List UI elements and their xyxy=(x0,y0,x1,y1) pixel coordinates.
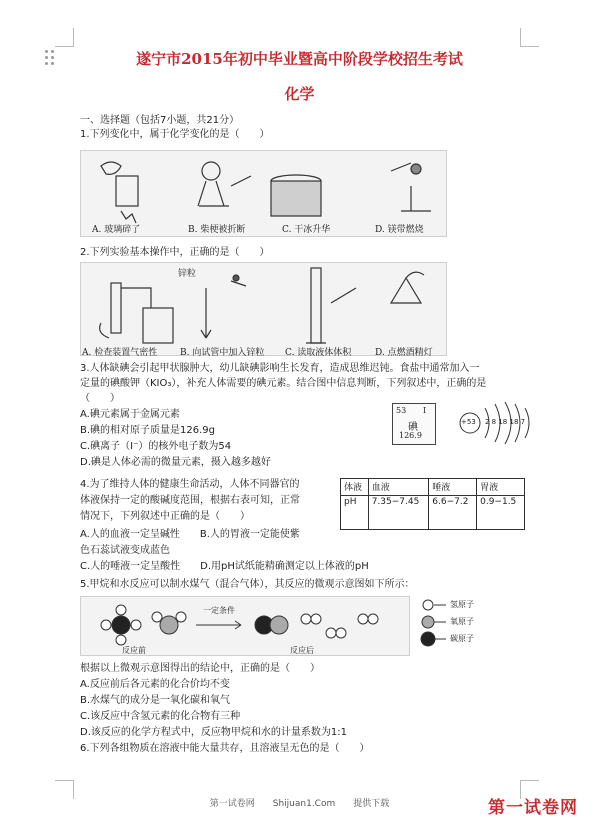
ph-cell-saliva: 6.6−7.2 xyxy=(429,496,477,530)
q3-line-2: 定量的碘酸钾（KIO₃），补充人体需要的碘元素。结合图中信息判断，下列叙述中，正确的是 xyxy=(80,378,487,389)
q2-zinc-label: 锌粒 xyxy=(178,269,197,279)
q2-option-c: C. 读取液体体积 xyxy=(285,348,352,358)
q4-line-2: 体液保持一定的酸碱度范围，根据右表可知，正常 xyxy=(80,495,300,506)
q5-option-a: A.反应前后各元素的化合价均不变 xyxy=(80,679,230,690)
q3-line-3: （ ） xyxy=(80,393,120,404)
crop-mark-top-left xyxy=(55,28,74,47)
q2-figure xyxy=(80,262,447,356)
reaction-after-label: 反应后 xyxy=(290,646,314,655)
q4-option-cd: C.人的唾液一定呈酸性 D.用pH试纸能精确测定以上体液的pH xyxy=(80,561,369,572)
q4-option-ab: A.人的血液一定呈碱性 B.人的胃液一定能使紫 xyxy=(80,529,300,540)
q5-question: 根据以上微观示意图得出的结论中，正确的是（ ） xyxy=(80,663,320,674)
atomic-number: 53 xyxy=(396,406,407,415)
ph-row-label: pH xyxy=(341,496,369,530)
q6-stem: 6.下列各组物质在溶液中能大量共存，且溶液呈无色的是（ ） xyxy=(80,743,370,754)
atomic-mass: 126.9 xyxy=(399,431,422,440)
q4-line-1: 4.为了维持人体的健康生命活动，人体不同器官的 xyxy=(80,479,300,490)
ph-header-cell: 体液 xyxy=(341,479,369,496)
ph-table-header xyxy=(341,479,525,496)
ph-cell-blood: 7.35−7.45 xyxy=(368,496,429,530)
ph-table-row xyxy=(341,496,525,530)
crop-mark-top-right xyxy=(520,28,539,47)
q5-option-c: C.该反应中含氢元素的化合物有三种 xyxy=(80,711,241,722)
q2-option-b: B. 向试管中加入锌粒 xyxy=(180,348,265,358)
q3-option-d: D.碘是人体必需的微量元素，摄入越多越好 xyxy=(80,457,271,468)
q5-option-b: B.水煤气的成分是一氧化碳和氧气 xyxy=(80,695,231,706)
q3-option-a: A.碘元素属于金属元素 xyxy=(80,409,180,420)
ph-header-cell: 胃液 xyxy=(477,479,525,496)
q2-stem: 2.下列实验基本操作中，正确的是（ ） xyxy=(80,247,270,258)
footer-logo: 第一试卷网 xyxy=(488,798,578,818)
q4-option-b-cont: 色石蕊试液变成蓝色 xyxy=(80,545,170,556)
element-tile xyxy=(392,403,436,445)
ph-cell-gastric: 0.9−1.5 xyxy=(477,496,525,530)
section-heading: 一、选择题（包括7小题，共21分） xyxy=(80,115,240,126)
q1-option-d: D. 镁带燃烧 xyxy=(375,225,424,235)
reaction-before-label: 反应前 xyxy=(122,646,146,655)
atom-legend-symbols xyxy=(420,597,450,647)
q1-stem: 1.下列变化中，属于化学变化的是（ ） xyxy=(80,129,270,140)
ph-table xyxy=(340,478,525,530)
subject-title: 化学 xyxy=(284,85,315,103)
atom-nucleus-charge: +53 xyxy=(461,418,476,426)
q5-option-d: D.该反应的化学方程式中，反应物甲烷和水的计量系数为1:1 xyxy=(80,727,347,738)
q1-option-c: C. 干冰升华 xyxy=(282,225,331,235)
ph-header-cell: 唾液 xyxy=(429,479,477,496)
q1-option-b: B. 柴梗被折断 xyxy=(188,225,246,235)
q2-option-a: A. 检查装置气密性 xyxy=(82,348,158,358)
element-name: 碘 xyxy=(408,422,418,433)
q4-line-3: 情况下，下列叙述中正确的是（ ） xyxy=(80,511,250,522)
legend-hydrogen: 氢原子 xyxy=(450,600,474,609)
q3-option-c: C.碘离子（I⁻）的核外电子数为54 xyxy=(80,441,232,452)
q2-illustration xyxy=(81,263,446,355)
q3-option-b: B.碘的相对原子质量是126.9g xyxy=(80,425,216,436)
q3-line-1: 3.人体缺碘会引起甲状腺肿大，幼儿缺碘影响生长发育，造成思维迟钝。食盐中通常加入一 xyxy=(80,363,480,374)
q2-option-d: D. 点燃酒精灯 xyxy=(375,348,433,358)
q1-option-a: A. 玻璃碎了 xyxy=(92,225,141,235)
legend-carbon: 碳原子 xyxy=(450,634,474,643)
q5-stem: 5.甲烷和水反应可以制水煤气（混合气体），其反应的微观示意图如下所示： xyxy=(80,579,415,590)
element-symbol: I xyxy=(423,406,427,415)
atom-electron-shells: 2 8 18 18 7 xyxy=(485,418,526,426)
reaction-condition: 一定条件 xyxy=(203,606,235,615)
page-title: 遂宁市2015年初中毕业暨高中阶段学校招生考试 xyxy=(136,50,463,68)
ph-header-cell: 血液 xyxy=(368,479,429,496)
legend-oxygen: 氧原子 xyxy=(450,617,474,626)
footer-text: 第一试卷网 Shijuan1.Com 提供下载 xyxy=(209,799,390,809)
